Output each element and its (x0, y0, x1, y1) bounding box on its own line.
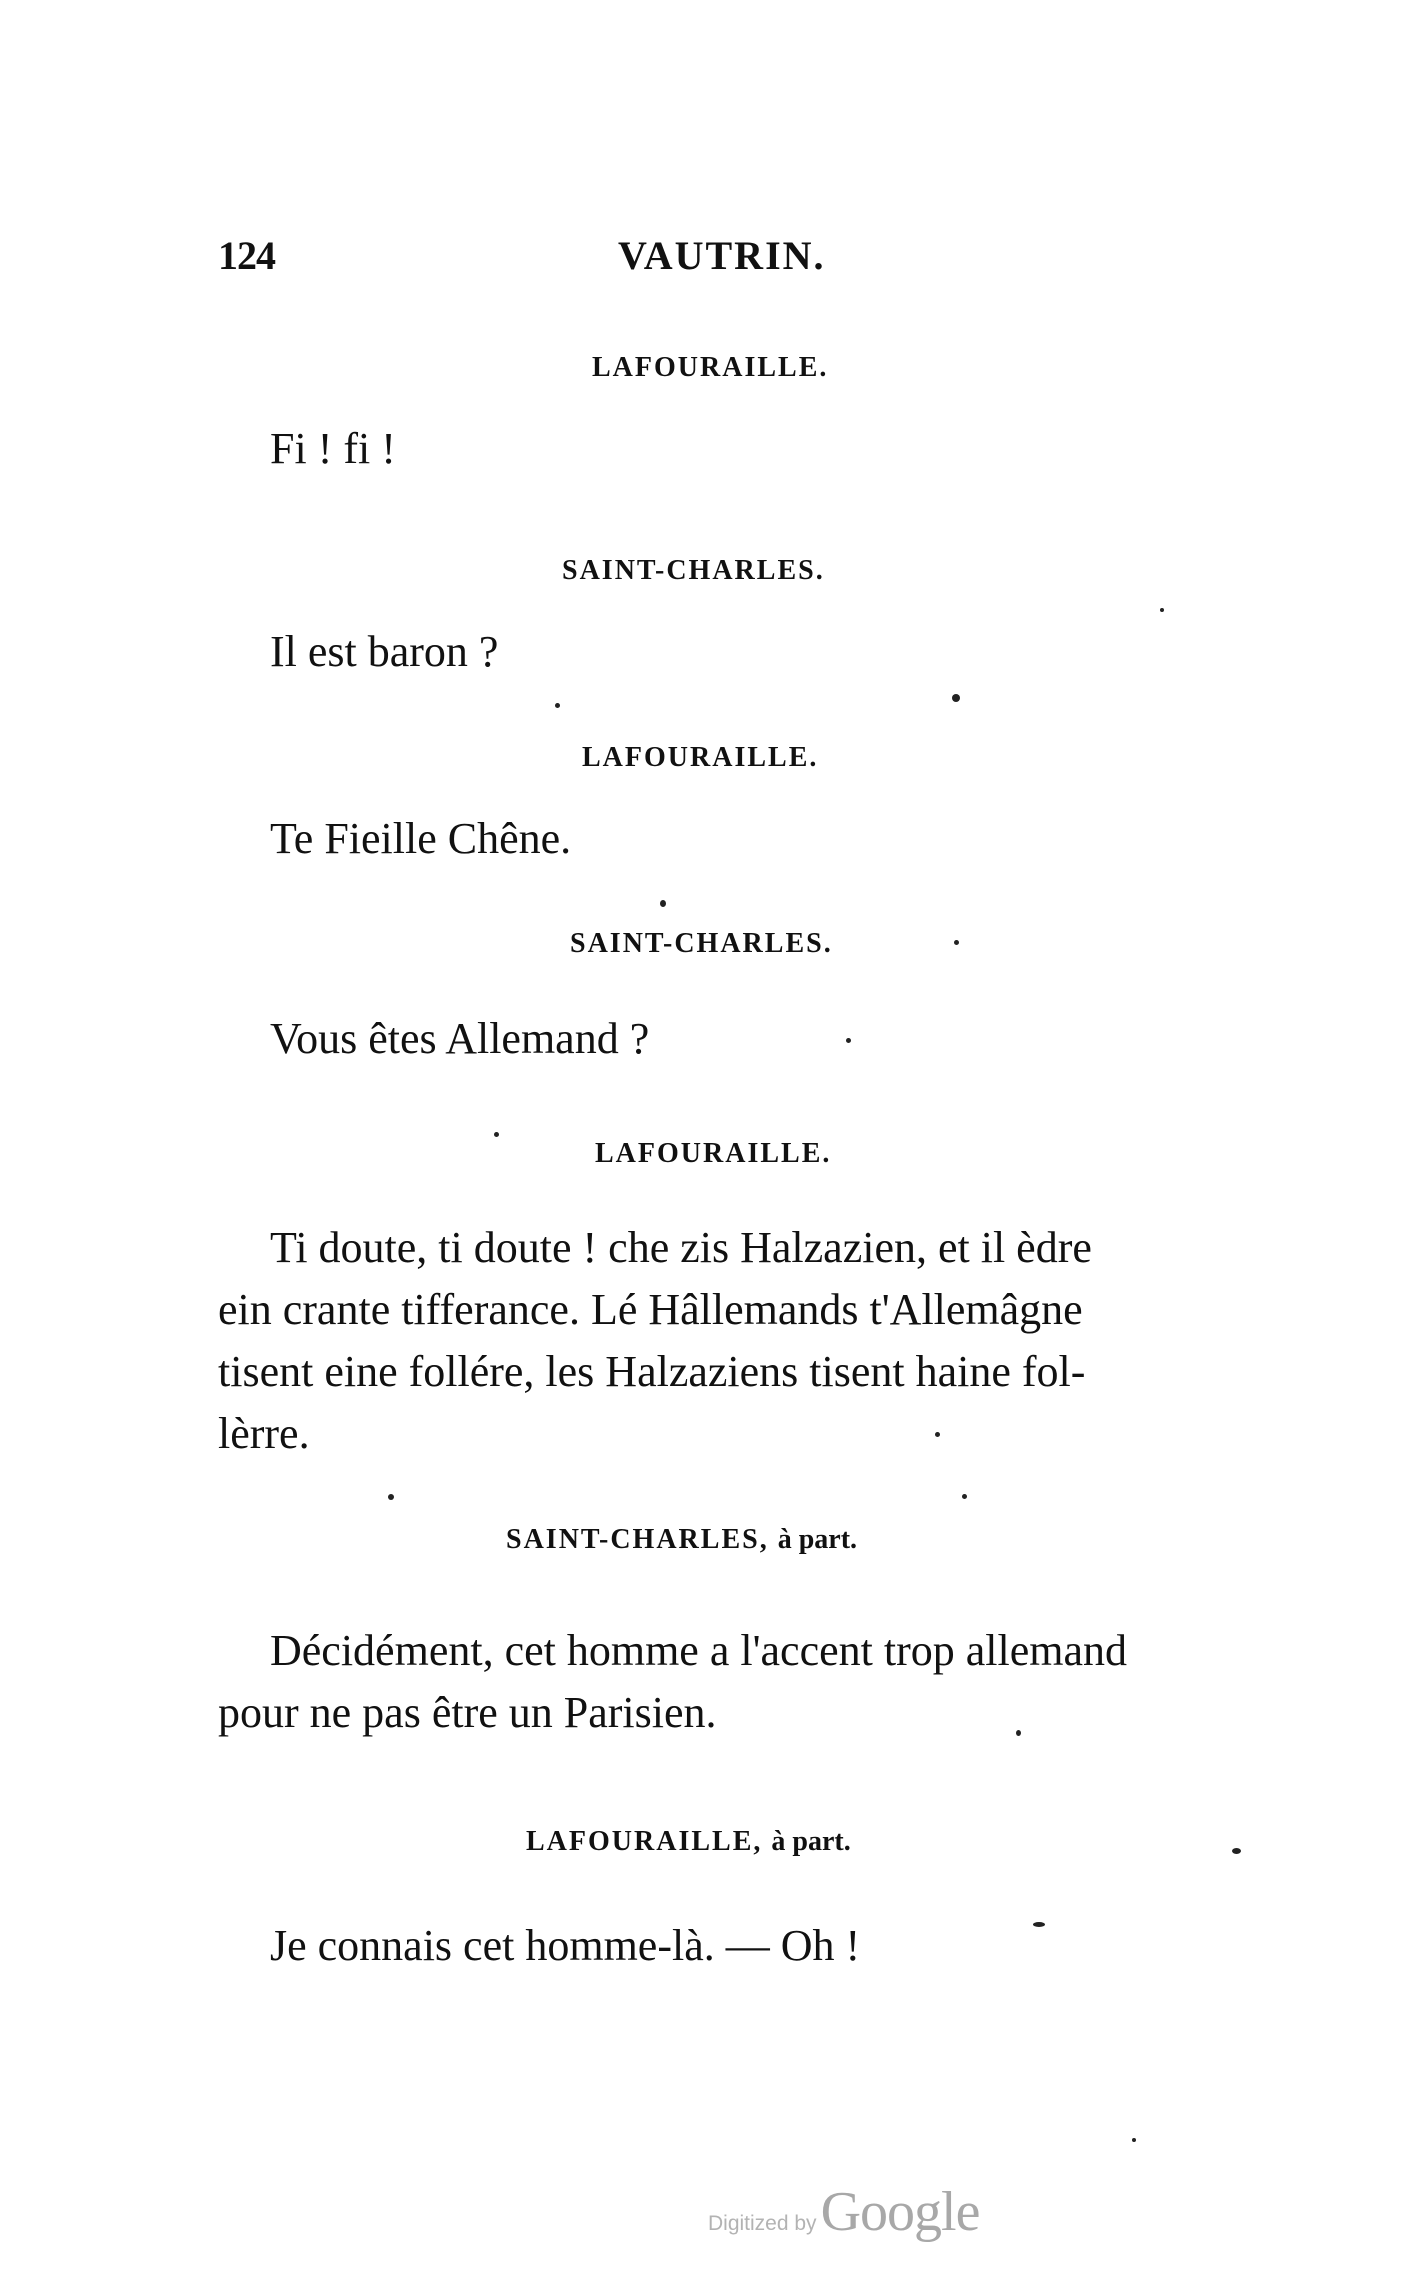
speech-line: tisent eine follére, les Halzaziens tisent haine fol- (218, 1347, 1086, 1396)
scan-speck (388, 1494, 394, 1500)
speaker-name: LAFOURAILLE, (526, 1826, 763, 1857)
speech (218, 1217, 1218, 1465)
scan-speck (962, 1494, 967, 1499)
scan-speck (846, 1038, 851, 1043)
speech (270, 418, 396, 480)
stage-direction: à part. (771, 1826, 851, 1857)
speaker-heading (526, 1826, 851, 1858)
speaker-name: LAFOURAILLE. (592, 352, 829, 383)
speech-line: Il est baron ? (270, 627, 499, 676)
speech (270, 808, 571, 870)
digitized-by-google-watermark (708, 2180, 979, 2244)
speaker-name: LAFOURAILLE. (595, 1138, 832, 1169)
speech-line: ein crante tifferance. Lé Hâllemands t'Allemâgne (218, 1285, 1083, 1334)
page-number: 124 (218, 233, 275, 278)
speaker-heading (506, 1524, 857, 1556)
scan-speck (935, 1432, 940, 1437)
scan-speck (660, 900, 666, 907)
speech-line: Je connais cet homme-là. — Oh ! (270, 1921, 861, 1970)
speaker-name: LAFOURAILLE. (582, 742, 819, 773)
scan-speck (1232, 1848, 1241, 1854)
scan-speck (954, 940, 959, 945)
speaker-heading (562, 555, 825, 587)
speech-line: Ti doute, ti doute ! che zis Halzazien, et il èdre (270, 1223, 1092, 1272)
speech-line: Vous êtes Allemand ? (270, 1014, 650, 1063)
speaker-name: SAINT-CHARLES, (506, 1524, 769, 1555)
speech (270, 621, 498, 683)
speaker-heading (592, 352, 828, 384)
speaker-name: SAINT-CHARLES. (570, 928, 833, 959)
running-title: VAUTRIN. (618, 233, 826, 278)
speech-line: Fi ! fi ! (270, 424, 396, 473)
speaker-heading (570, 928, 833, 960)
scan-speck (1033, 1922, 1045, 1927)
scan-speck (1016, 1730, 1021, 1736)
watermark-prefix: Digitized by (708, 2212, 817, 2235)
speech-line: Te Fieille Chêne. (270, 814, 572, 863)
scan-speck (1160, 608, 1164, 612)
stage-direction: à part. (777, 1524, 858, 1555)
google-logo: Google (820, 2181, 980, 2243)
speech (270, 1915, 860, 1977)
scan-speck (1132, 2138, 1136, 2142)
speech (270, 1008, 649, 1070)
scan-speck (555, 703, 560, 708)
speech (218, 1620, 1218, 1744)
speech-line: lèrre. (218, 1409, 310, 1458)
speaker-heading (595, 1138, 831, 1170)
running-head (218, 232, 1218, 292)
scan-speck (952, 694, 960, 702)
scan-speck (494, 1132, 499, 1137)
speech-line: Décidément, cet homme a l'accent trop allemand (270, 1626, 1127, 1675)
speech-line: pour ne pas être un Parisien. (218, 1688, 717, 1737)
speaker-heading (582, 742, 818, 774)
speaker-name: SAINT-CHARLES. (562, 555, 825, 586)
